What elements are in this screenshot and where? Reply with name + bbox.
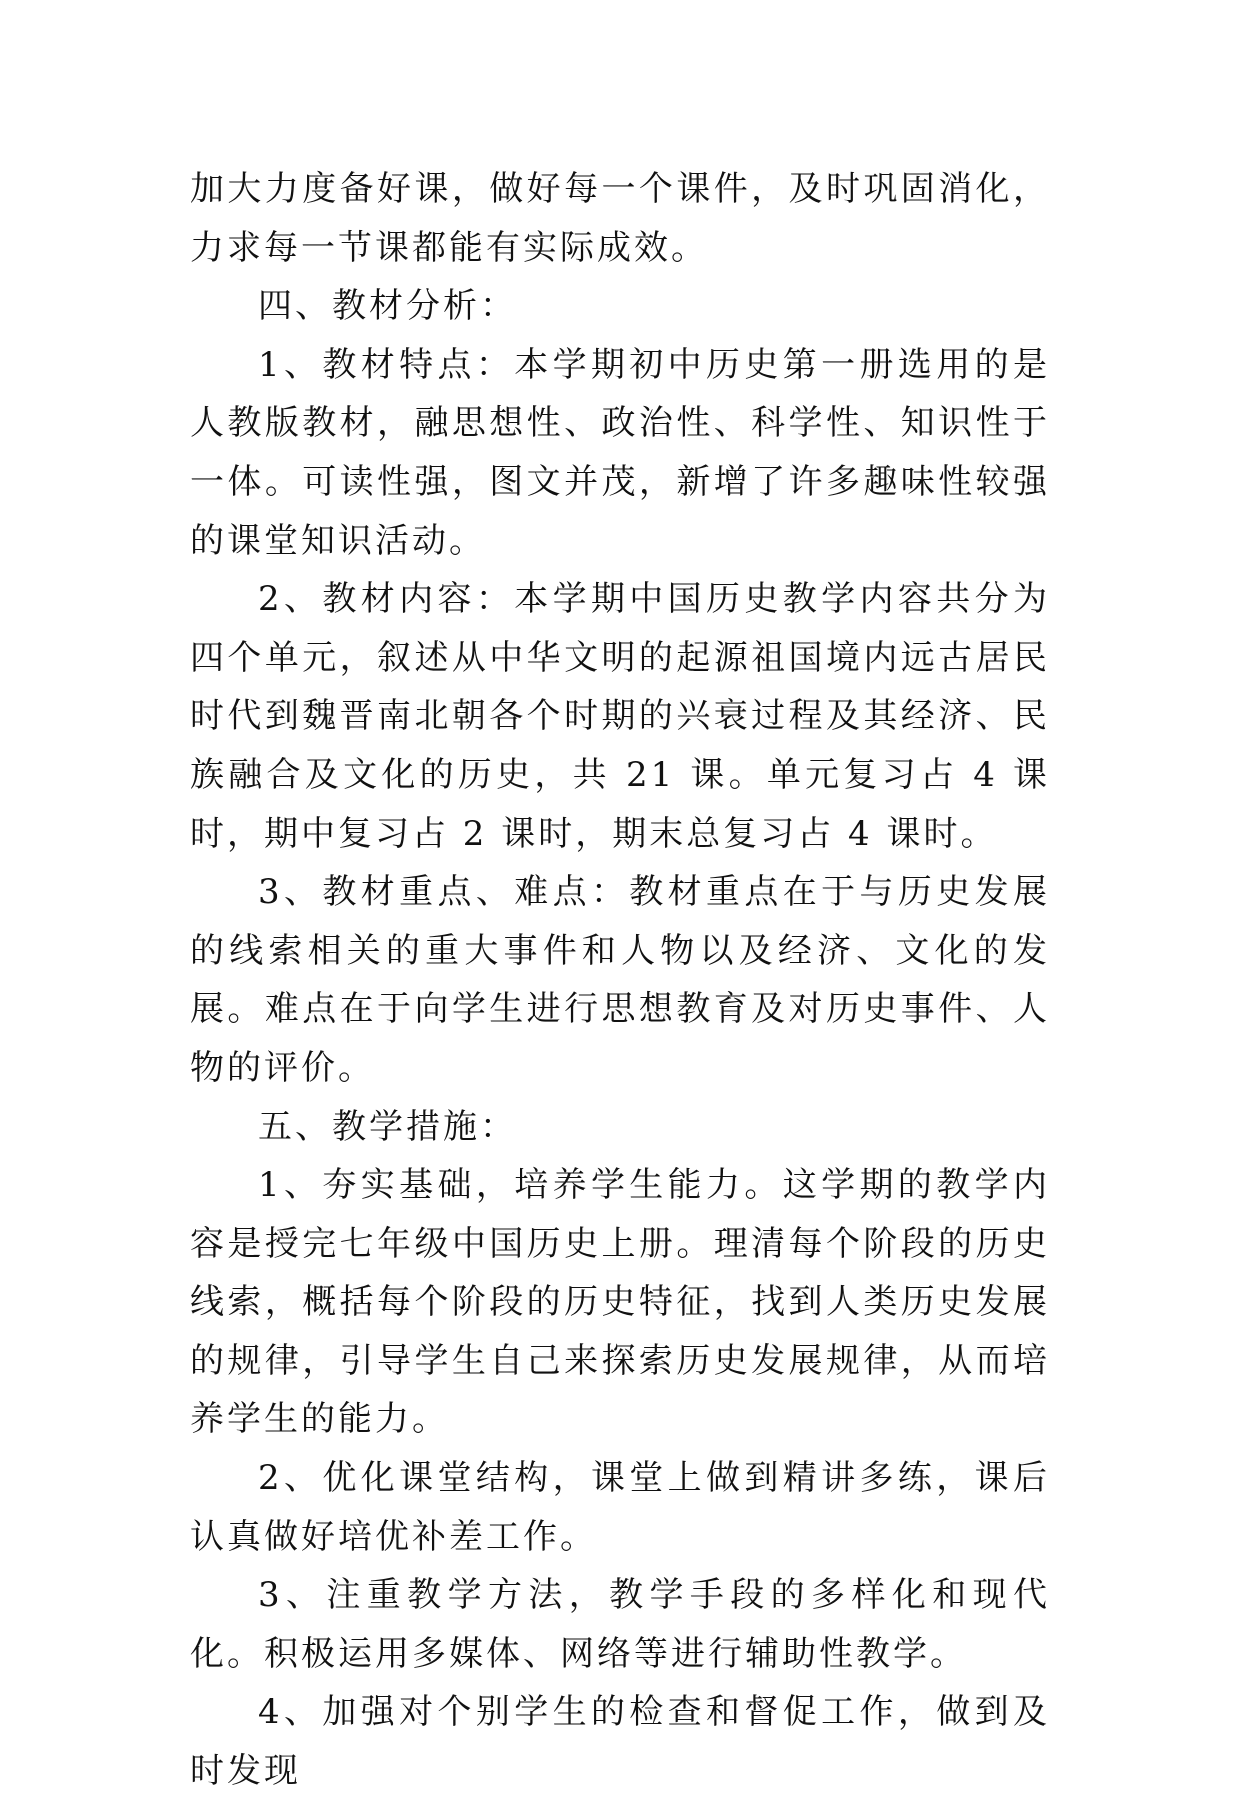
- section-heading-textbook-analysis: 四、教材分析：: [258, 286, 517, 327]
- paragraph-textbook-features: 1、教材特点：本学期初中历史第一册选用的是人教版教材，融思想性、政治性、科学性、知识性于一体。可读性强，图文并茂，新增了许多趣味性较强的课堂知识活动。: [190, 344, 1050, 561]
- paragraph-measure-4: 4、加强对个别学生的检查和督促工作，做到及时发现: [190, 1692, 1050, 1792]
- section-heading-teaching-measures: 五、教学措施：: [258, 1106, 517, 1147]
- paragraph-key-points: 3、教材重点、难点：教材重点在于与历史发展的线索相关的重大事件和人物以及经济、文化的发展。难点在于向学生进行思想教育及对历史事件、人物的评价。: [190, 872, 1050, 1088]
- paragraph-measure-3: 3、注重教学方法，教学手段的多样化和现代化。积极运用多媒体、网络等进行辅助性教学。: [190, 1575, 1050, 1674]
- paragraph-measure-1: 1、夯实基础，培养学生能力。这学期的教学内容是授完七年级中国历史上册。理清每个阶段的历史线索，概括每个阶段的历史特征，找到人类历史发展的规律，引导学生自己来探索历史发展规律，从而培养学生的能力。: [190, 1165, 1050, 1440]
- paragraph-continuation: 加大力度备好课，做好每一个课件，及时巩固消化，力求每一节课都能有实际成效。: [190, 169, 1050, 268]
- paragraph-measure-2: 2、优化课堂结构，课堂上做到精讲多练，课后认真做好培优补差工作。: [190, 1458, 1050, 1557]
- paragraph-textbook-content: 2、教材内容：本学期中国历史教学内容共分为四个单元，叙述从中华文明的起源祖国境内远古居民时代到魏晋南北朝各个时期的兴衰过程及其经济、民族融合及文化的历史，共 21 课。单元复习占 4 课时，期中复习占 2 课时，期末总复习占 4 课时。: [190, 579, 1050, 854]
- document-body: [190, 160, 1050, 1801]
